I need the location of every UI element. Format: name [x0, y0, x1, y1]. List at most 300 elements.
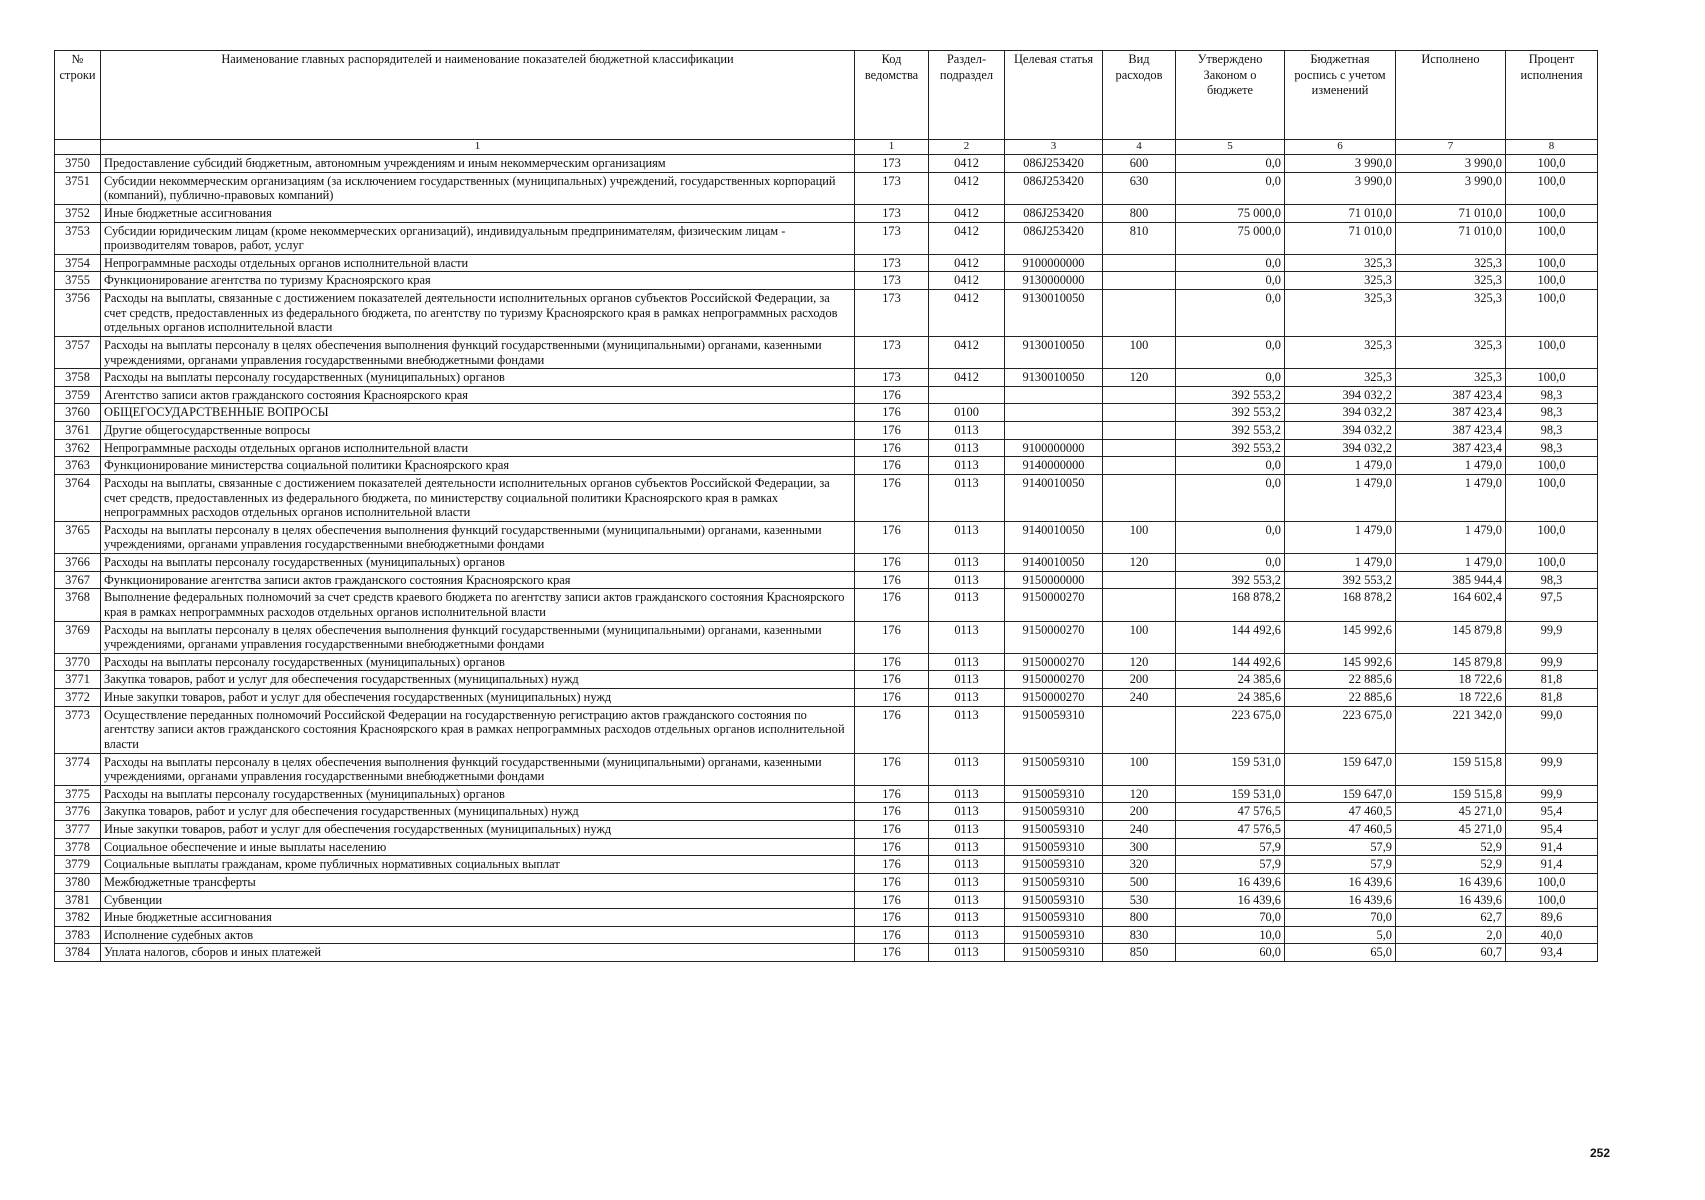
approved-amount: 24 385,6 [1176, 689, 1285, 707]
section-code: 0412 [929, 272, 1005, 290]
section-code: 0113 [929, 753, 1005, 785]
row-name: Социальное обеспечение и иные выплаты населению [101, 838, 855, 856]
target-article: 9150059310 [1005, 785, 1103, 803]
section-code: 0113 [929, 457, 1005, 475]
execution-percent: 100,0 [1506, 172, 1598, 204]
row-name: Межбюджетные трансферты [101, 873, 855, 891]
expense-kind: 500 [1103, 873, 1176, 891]
executed-amount: 325,3 [1396, 369, 1506, 387]
target-article: 9150059310 [1005, 944, 1103, 962]
execution-percent: 98,3 [1506, 422, 1598, 440]
budget-amount: 57,9 [1285, 856, 1396, 874]
executed-amount: 45 271,0 [1396, 803, 1506, 821]
budget-amount: 223 675,0 [1285, 706, 1396, 753]
target-article: 9130010050 [1005, 290, 1103, 337]
header-name: Наименование главных распорядителей и наименование показателей бюджетной классификации [101, 51, 855, 140]
target-article: 9150000270 [1005, 671, 1103, 689]
table-row [55, 926, 1598, 944]
expense-kind: 120 [1103, 369, 1176, 387]
row-name: Закупка товаров, работ и услуг для обеспечения государственных (муниципальных) нужд [101, 803, 855, 821]
expense-kind: 200 [1103, 803, 1176, 821]
approved-amount: 392 553,2 [1176, 439, 1285, 457]
approved-amount: 57,9 [1176, 856, 1285, 874]
executed-amount: 387 423,4 [1396, 439, 1506, 457]
header-percent: Процент исполнения [1506, 51, 1598, 140]
row-number: 3755 [55, 272, 101, 290]
section-code: 0412 [929, 254, 1005, 272]
section-code: 0113 [929, 926, 1005, 944]
target-article: 9100000000 [1005, 254, 1103, 272]
row-number: 3780 [55, 873, 101, 891]
row-number: 3768 [55, 589, 101, 621]
row-name: Расходы на выплаты персоналу государственных (муниципальных) органов [101, 554, 855, 572]
table-row [55, 653, 1598, 671]
row-name: Закупка товаров, работ и услуг для обеспечения государственных (муниципальных) нужд [101, 671, 855, 689]
row-number: 3753 [55, 222, 101, 254]
row-name: Расходы на выплаты, связанные с достижением показателей деятельности исполнительных органов субъектов Российской Федерации, за счет средств, предоставленных из федерального бюджета, по министерству социальной политики Красноярского края в рамках непрограммных расходов отдельных органов исполнительной власти [101, 474, 855, 521]
execution-percent: 91,4 [1506, 856, 1598, 874]
dept-code: 173 [855, 254, 929, 272]
section-code: 0113 [929, 571, 1005, 589]
target-article: 9150000000 [1005, 571, 1103, 589]
section-code: 0113 [929, 706, 1005, 753]
approved-amount: 0,0 [1176, 369, 1285, 387]
dept-code: 176 [855, 689, 929, 707]
row-name: Непрограммные расходы отдельных органов исполнительной власти [101, 254, 855, 272]
expense-kind: 200 [1103, 671, 1176, 689]
expense-kind: 800 [1103, 909, 1176, 927]
row-name: ОБЩЕГОСУДАРСТВЕННЫЕ ВОПРОСЫ [101, 404, 855, 422]
budget-amount: 57,9 [1285, 838, 1396, 856]
row-number: 3779 [55, 856, 101, 874]
expense-kind: 850 [1103, 944, 1176, 962]
approved-amount: 57,9 [1176, 838, 1285, 856]
approved-amount: 0,0 [1176, 254, 1285, 272]
expense-kind: 100 [1103, 336, 1176, 368]
row-name: Иные бюджетные ассигнования [101, 204, 855, 222]
section-code: 0113 [929, 589, 1005, 621]
executed-amount: 52,9 [1396, 856, 1506, 874]
dept-code: 176 [855, 753, 929, 785]
column-number: 7 [1396, 140, 1506, 155]
expense-kind: 600 [1103, 155, 1176, 173]
section-code: 0113 [929, 653, 1005, 671]
approved-amount: 70,0 [1176, 909, 1285, 927]
table-row [55, 873, 1598, 891]
table-row [55, 222, 1598, 254]
expense-kind [1103, 439, 1176, 457]
expense-kind [1103, 404, 1176, 422]
dept-code: 176 [855, 671, 929, 689]
executed-amount: 325,3 [1396, 336, 1506, 368]
approved-amount: 0,0 [1176, 521, 1285, 553]
row-name: Уплата налогов, сборов и иных платежей [101, 944, 855, 962]
table-row [55, 689, 1598, 707]
approved-amount: 0,0 [1176, 290, 1285, 337]
approved-amount: 0,0 [1176, 155, 1285, 173]
expense-kind: 320 [1103, 856, 1176, 874]
target-article [1005, 386, 1103, 404]
row-name: Расходы на выплаты персоналу в целях обеспечения выполнения функций государственными (муниципальными) органами, казенными учреждениями, органами управления государственными внебюджетными фондами [101, 753, 855, 785]
section-code: 0113 [929, 785, 1005, 803]
budget-amount: 65,0 [1285, 944, 1396, 962]
budget-amount: 1 479,0 [1285, 554, 1396, 572]
dept-code: 176 [855, 621, 929, 653]
execution-percent: 100,0 [1506, 155, 1598, 173]
header-executed: Исполнено [1396, 51, 1506, 140]
dept-code: 176 [855, 521, 929, 553]
executed-amount: 159 515,8 [1396, 785, 1506, 803]
executed-amount: 18 722,6 [1396, 671, 1506, 689]
target-article: 086J253420 [1005, 155, 1103, 173]
expense-kind [1103, 474, 1176, 521]
row-number: 3782 [55, 909, 101, 927]
dept-code: 176 [855, 803, 929, 821]
execution-percent: 100,0 [1506, 891, 1598, 909]
header-expense-kind: Вид расходов [1103, 51, 1176, 140]
executed-amount: 16 439,6 [1396, 891, 1506, 909]
execution-percent: 100,0 [1506, 873, 1598, 891]
row-name: Осуществление переданных полномочий Российской Федерации на государственную регистрацию актов гражданского состояния по агентству записи актов гражданского состояния Красноярского края в рамках непрограммных расходов отдельных органов исполнительной власти [101, 706, 855, 753]
dept-code: 173 [855, 204, 929, 222]
target-article: 9150059310 [1005, 803, 1103, 821]
expense-kind: 630 [1103, 172, 1176, 204]
budget-amount: 325,3 [1285, 369, 1396, 387]
target-article: 9150000270 [1005, 621, 1103, 653]
dept-code: 176 [855, 706, 929, 753]
row-name: Субсидии некоммерческим организациям (за исключением государственных (муниципальных) учреждений, государственных корпораций (компаний), публично-правовых компаний) [101, 172, 855, 204]
executed-amount: 3 990,0 [1396, 172, 1506, 204]
budget-amount: 22 885,6 [1285, 689, 1396, 707]
table-row [55, 272, 1598, 290]
approved-amount: 0,0 [1176, 554, 1285, 572]
row-number: 3759 [55, 386, 101, 404]
executed-amount: 1 479,0 [1396, 474, 1506, 521]
table-row [55, 554, 1598, 572]
row-name: Агентство записи актов гражданского состояния Красноярского края [101, 386, 855, 404]
dept-code: 173 [855, 155, 929, 173]
executed-amount: 164 602,4 [1396, 589, 1506, 621]
execution-percent: 81,8 [1506, 671, 1598, 689]
approved-amount: 392 553,2 [1176, 571, 1285, 589]
expense-kind [1103, 589, 1176, 621]
target-article: 086J253420 [1005, 222, 1103, 254]
section-code: 0113 [929, 891, 1005, 909]
target-article: 9150000270 [1005, 653, 1103, 671]
header-target-article: Целевая статья [1005, 51, 1103, 140]
target-article: 9150059310 [1005, 856, 1103, 874]
expense-kind [1103, 422, 1176, 440]
section-code: 0412 [929, 155, 1005, 173]
approved-amount: 168 878,2 [1176, 589, 1285, 621]
execution-percent: 100,0 [1506, 254, 1598, 272]
table-row [55, 474, 1598, 521]
row-number: 3778 [55, 838, 101, 856]
approved-amount: 0,0 [1176, 272, 1285, 290]
section-code: 0113 [929, 909, 1005, 927]
budget-amount: 145 992,6 [1285, 621, 1396, 653]
row-number: 3760 [55, 404, 101, 422]
target-article: 9150059310 [1005, 821, 1103, 839]
target-article [1005, 404, 1103, 422]
execution-percent: 97,5 [1506, 589, 1598, 621]
approved-amount: 47 576,5 [1176, 821, 1285, 839]
executed-amount: 387 423,4 [1396, 386, 1506, 404]
row-number: 3764 [55, 474, 101, 521]
column-number: 6 [1285, 140, 1396, 155]
approved-amount: 144 492,6 [1176, 621, 1285, 653]
row-number: 3781 [55, 891, 101, 909]
target-article: 9140010050 [1005, 474, 1103, 521]
expense-kind: 530 [1103, 891, 1176, 909]
approved-amount: 60,0 [1176, 944, 1285, 962]
section-code: 0113 [929, 439, 1005, 457]
execution-percent: 100,0 [1506, 474, 1598, 521]
section-code: 0412 [929, 290, 1005, 337]
table-row [55, 254, 1598, 272]
execution-percent: 91,4 [1506, 838, 1598, 856]
approved-amount: 144 492,6 [1176, 653, 1285, 671]
table-row [55, 671, 1598, 689]
row-number: 3765 [55, 521, 101, 553]
budget-amount: 3 990,0 [1285, 155, 1396, 173]
section-code: 0113 [929, 944, 1005, 962]
execution-percent: 100,0 [1506, 336, 1598, 368]
execution-percent: 100,0 [1506, 369, 1598, 387]
execution-percent: 100,0 [1506, 272, 1598, 290]
dept-code: 176 [855, 926, 929, 944]
dept-code: 173 [855, 272, 929, 290]
executed-amount: 325,3 [1396, 254, 1506, 272]
row-name: Социальные выплаты гражданам, кроме публичных нормативных социальных выплат [101, 856, 855, 874]
header-section: Раздел-подраздел [929, 51, 1005, 140]
row-name: Выполнение федеральных полномочий за счет средств краевого бюджета по агентству записи актов гражданского состояния Красноярского края в рамках непрограммных расходов отдельных органов исполнительной власти [101, 589, 855, 621]
row-number: 3775 [55, 785, 101, 803]
executed-amount: 52,9 [1396, 838, 1506, 856]
dept-code: 176 [855, 571, 929, 589]
section-code: 0113 [929, 621, 1005, 653]
row-number: 3772 [55, 689, 101, 707]
executed-amount: 221 342,0 [1396, 706, 1506, 753]
column-number: 4 [1103, 140, 1176, 155]
budget-amount: 394 032,2 [1285, 422, 1396, 440]
target-article: 9130010050 [1005, 336, 1103, 368]
section-code: 0100 [929, 404, 1005, 422]
budget-amount: 70,0 [1285, 909, 1396, 927]
executed-amount: 62,7 [1396, 909, 1506, 927]
target-article: 9140000000 [1005, 457, 1103, 475]
executed-amount: 1 479,0 [1396, 457, 1506, 475]
approved-amount: 392 553,2 [1176, 422, 1285, 440]
section-code: 0412 [929, 336, 1005, 368]
column-number: 5 [1176, 140, 1285, 155]
executed-amount: 145 879,8 [1396, 653, 1506, 671]
budget-amount: 168 878,2 [1285, 589, 1396, 621]
execution-percent: 93,4 [1506, 944, 1598, 962]
page-number: 252 [1590, 1146, 1611, 1160]
table-row [55, 204, 1598, 222]
executed-amount: 385 944,4 [1396, 571, 1506, 589]
table-header-row [55, 51, 1598, 140]
execution-percent: 99,0 [1506, 706, 1598, 753]
row-name: Функционирование агентства записи актов гражданского состояния Красноярского края [101, 571, 855, 589]
approved-amount: 16 439,6 [1176, 873, 1285, 891]
row-number: 3758 [55, 369, 101, 387]
expense-kind [1103, 272, 1176, 290]
execution-percent: 100,0 [1506, 521, 1598, 553]
section-code: 0113 [929, 554, 1005, 572]
budget-amount: 1 479,0 [1285, 474, 1396, 521]
expense-kind: 830 [1103, 926, 1176, 944]
table-row [55, 821, 1598, 839]
execution-percent: 40,0 [1506, 926, 1598, 944]
budget-amount: 1 479,0 [1285, 521, 1396, 553]
expense-kind: 100 [1103, 621, 1176, 653]
section-code: 0412 [929, 222, 1005, 254]
dept-code: 176 [855, 838, 929, 856]
table-row [55, 838, 1598, 856]
target-article: 086J253420 [1005, 172, 1103, 204]
row-name: Функционирование агентства по туризму Красноярского края [101, 272, 855, 290]
row-number: 3777 [55, 821, 101, 839]
column-number-row [55, 140, 1598, 155]
expense-kind: 120 [1103, 653, 1176, 671]
execution-percent: 100,0 [1506, 457, 1598, 475]
section-code: 0113 [929, 856, 1005, 874]
section-code: 0113 [929, 521, 1005, 553]
header-dept-code: Код ведомства [855, 51, 929, 140]
row-number: 3784 [55, 944, 101, 962]
column-number [55, 140, 101, 155]
dept-code: 176 [855, 422, 929, 440]
row-number: 3762 [55, 439, 101, 457]
executed-amount: 1 479,0 [1396, 554, 1506, 572]
approved-amount: 0,0 [1176, 457, 1285, 475]
table-row [55, 571, 1598, 589]
budget-amount: 145 992,6 [1285, 653, 1396, 671]
target-article: 9150000270 [1005, 589, 1103, 621]
budget-amount: 3 990,0 [1285, 172, 1396, 204]
execution-percent: 95,4 [1506, 803, 1598, 821]
column-number: 2 [929, 140, 1005, 155]
approved-amount: 75 000,0 [1176, 222, 1285, 254]
row-number: 3757 [55, 336, 101, 368]
executed-amount: 387 423,4 [1396, 422, 1506, 440]
row-number: 3752 [55, 204, 101, 222]
table-row [55, 521, 1598, 553]
section-code: 0113 [929, 821, 1005, 839]
approved-amount: 223 675,0 [1176, 706, 1285, 753]
budget-amount: 47 460,5 [1285, 803, 1396, 821]
table-body [55, 155, 1598, 962]
row-name: Субвенции [101, 891, 855, 909]
budget-amount: 16 439,6 [1285, 873, 1396, 891]
table-row [55, 589, 1598, 621]
table-row [55, 856, 1598, 874]
column-number: 8 [1506, 140, 1598, 155]
expense-kind [1103, 457, 1176, 475]
row-name: Другие общегосударственные вопросы [101, 422, 855, 440]
budget-amount: 22 885,6 [1285, 671, 1396, 689]
expense-kind [1103, 706, 1176, 753]
target-article [1005, 422, 1103, 440]
target-article: 9130010050 [1005, 369, 1103, 387]
expense-kind [1103, 254, 1176, 272]
execution-percent: 98,3 [1506, 439, 1598, 457]
table-row [55, 290, 1598, 337]
approved-amount: 159 531,0 [1176, 753, 1285, 785]
budget-amount: 325,3 [1285, 336, 1396, 368]
budget-amount: 5,0 [1285, 926, 1396, 944]
dept-code: 176 [855, 909, 929, 927]
row-number: 3773 [55, 706, 101, 753]
expense-kind: 120 [1103, 785, 1176, 803]
header-budget-schedule: Бюджетная роспись с учетом изменений [1285, 51, 1396, 140]
dept-code: 173 [855, 290, 929, 337]
budget-amount: 159 647,0 [1285, 753, 1396, 785]
row-name: Иные закупки товаров, работ и услуг для обеспечения государственных (муниципальных) нужд [101, 821, 855, 839]
executed-amount: 3 990,0 [1396, 155, 1506, 173]
approved-amount: 47 576,5 [1176, 803, 1285, 821]
row-name: Субсидии юридическим лицам (кроме некоммерческих организаций), индивидуальным предпринимателям, физическим лицам - производителям товаров, работ, услуг [101, 222, 855, 254]
section-code: 0113 [929, 838, 1005, 856]
executed-amount: 159 515,8 [1396, 753, 1506, 785]
row-name: Расходы на выплаты персоналу государственных (муниципальных) органов [101, 369, 855, 387]
budget-table [54, 50, 1598, 962]
table-row [55, 422, 1598, 440]
budget-amount: 47 460,5 [1285, 821, 1396, 839]
executed-amount: 2,0 [1396, 926, 1506, 944]
approved-amount: 392 553,2 [1176, 386, 1285, 404]
table-row [55, 891, 1598, 909]
dept-code: 176 [855, 821, 929, 839]
row-name: Расходы на выплаты персоналу в целях обеспечения выполнения функций государственными (муниципальными) органами, казенными учреждениями, органами управления государственными внебюджетными фондами [101, 521, 855, 553]
section-code: 0113 [929, 474, 1005, 521]
section-code: 0113 [929, 422, 1005, 440]
row-number: 3750 [55, 155, 101, 173]
execution-percent: 95,4 [1506, 821, 1598, 839]
execution-percent: 81,8 [1506, 689, 1598, 707]
expense-kind [1103, 571, 1176, 589]
execution-percent: 100,0 [1506, 222, 1598, 254]
approved-amount: 16 439,6 [1176, 891, 1285, 909]
dept-code: 173 [855, 222, 929, 254]
row-number: 3766 [55, 554, 101, 572]
target-article: 9150059310 [1005, 909, 1103, 927]
dept-code: 176 [855, 891, 929, 909]
target-article: 9100000000 [1005, 439, 1103, 457]
row-name: Исполнение судебных актов [101, 926, 855, 944]
execution-percent: 98,3 [1506, 571, 1598, 589]
budget-amount: 325,3 [1285, 272, 1396, 290]
table-row [55, 909, 1598, 927]
budget-amount: 325,3 [1285, 290, 1396, 337]
approved-amount: 0,0 [1176, 336, 1285, 368]
executed-amount: 1 479,0 [1396, 521, 1506, 553]
dept-code: 176 [855, 404, 929, 422]
row-name: Непрограммные расходы отдельных органов исполнительной власти [101, 439, 855, 457]
table-row [55, 457, 1598, 475]
execution-percent: 100,0 [1506, 554, 1598, 572]
table-row [55, 803, 1598, 821]
executed-amount: 71 010,0 [1396, 222, 1506, 254]
table-row [55, 386, 1598, 404]
execution-percent: 100,0 [1506, 204, 1598, 222]
approved-amount: 0,0 [1176, 172, 1285, 204]
row-number: 3783 [55, 926, 101, 944]
approved-amount: 159 531,0 [1176, 785, 1285, 803]
expense-kind: 240 [1103, 689, 1176, 707]
